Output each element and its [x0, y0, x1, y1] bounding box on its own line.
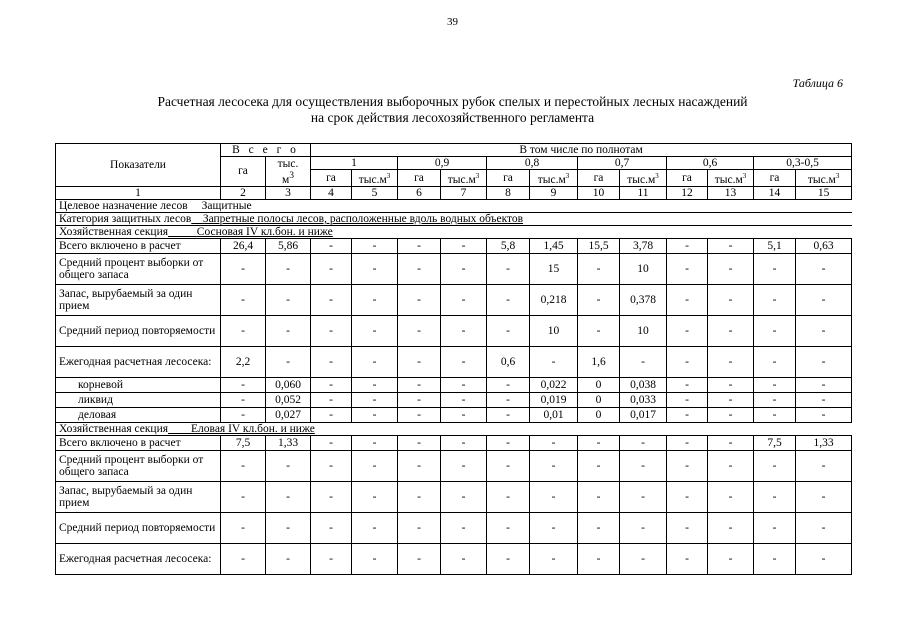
- table-cell: -: [578, 512, 620, 543]
- table-cell: -: [398, 238, 441, 253]
- table-cell: -: [708, 407, 754, 422]
- row-label: Всего включено в расчет: [56, 435, 221, 450]
- table-cell: -: [221, 315, 266, 346]
- table-cell: -: [620, 435, 667, 450]
- table-cell: -: [796, 377, 852, 392]
- purpose-value: Защитные: [201, 199, 252, 212]
- table-cell: -: [708, 435, 754, 450]
- table-cell: 0: [578, 392, 620, 407]
- table-row: [56, 253, 852, 284]
- table-cell: -: [708, 238, 754, 253]
- table-cell: -: [754, 450, 796, 481]
- purpose-label: Целевое назначение лесов: [59, 199, 188, 212]
- table-cell: 0,060: [266, 377, 311, 392]
- table-cell: 0,378: [620, 284, 667, 315]
- table-cell: -: [221, 512, 266, 543]
- table-row: [56, 512, 852, 543]
- table-cell: 5,86: [266, 238, 311, 253]
- table-cell: -: [667, 512, 708, 543]
- table-cell: 7,5: [754, 435, 796, 450]
- table-cell: -: [754, 284, 796, 315]
- unit-tysm3-header: $тыс.м^3$: [620, 170, 667, 187]
- table-cell: -: [578, 435, 620, 450]
- page-number: 39: [447, 16, 458, 28]
- table-cell: -: [266, 450, 311, 481]
- table-cell: -: [311, 512, 352, 543]
- table-cell: 0: [578, 377, 620, 392]
- table-cell: -: [352, 435, 398, 450]
- table-cell: -: [266, 481, 311, 512]
- table-cell: -: [311, 315, 352, 346]
- column-number: 9: [530, 186, 578, 199]
- table-cell: -: [708, 346, 754, 377]
- row-label: Ежегодная расчетная лесосека:: [56, 543, 221, 574]
- table-cell: -: [441, 284, 487, 315]
- table-cell: 1,33: [266, 435, 311, 450]
- row-label: деловая: [56, 407, 221, 422]
- unit-tysm3-header: $тыс.м^3$: [530, 170, 578, 187]
- table-cell: -: [578, 543, 620, 574]
- table-cell: -: [398, 346, 441, 377]
- table-cell: -: [796, 392, 852, 407]
- table-cell: 5,8: [487, 238, 530, 253]
- table-cell: -: [352, 481, 398, 512]
- total-tys-header: [266, 157, 311, 187]
- table-cell: 0,019: [530, 392, 578, 407]
- table-cell: -: [352, 346, 398, 377]
- column-number: 11: [620, 186, 667, 199]
- row-label: Запас, вырубаемый за один прием: [56, 481, 221, 512]
- table-cell: -: [311, 450, 352, 481]
- table-row: [56, 543, 852, 574]
- table-cell: -: [352, 512, 398, 543]
- table-cell: -: [708, 481, 754, 512]
- density-4-header: 0,7: [578, 157, 667, 170]
- table-cell: -: [221, 450, 266, 481]
- section-row: [56, 225, 852, 238]
- row-label: Средний процент выборки от общего запаса: [56, 253, 221, 284]
- table-cell: -: [667, 481, 708, 512]
- column-number-row: [56, 186, 852, 199]
- table-cell: -: [398, 284, 441, 315]
- table-cell: -: [708, 377, 754, 392]
- table-cell: -: [620, 481, 667, 512]
- density-1-header: 1: [311, 157, 398, 170]
- title-line-2: на срок действия лесохозяйственного регламента: [310, 110, 595, 125]
- table-cell: -: [754, 377, 796, 392]
- purpose-row: [56, 199, 852, 212]
- unit-ga-header: га: [311, 170, 352, 187]
- table-cell: -: [754, 315, 796, 346]
- table-cell: -: [754, 481, 796, 512]
- table-cell: -: [667, 238, 708, 253]
- table-cell: -: [266, 284, 311, 315]
- section-cell: [56, 422, 852, 435]
- table-cell: -: [487, 450, 530, 481]
- table-cell: 3,78: [620, 238, 667, 253]
- table-row: [56, 392, 852, 407]
- table-cell: -: [578, 481, 620, 512]
- table-cell: -: [796, 284, 852, 315]
- unit-tysm3-header: $тыс.м^3$: [796, 170, 852, 187]
- table-cell: 0,218: [530, 284, 578, 315]
- table-cell: -: [221, 543, 266, 574]
- incl-header: В том числе по полнотам: [311, 144, 852, 157]
- table-cell: -: [530, 543, 578, 574]
- table-cell: -: [398, 377, 441, 392]
- unit-ga-header: га: [754, 170, 796, 187]
- table-cell: -: [667, 253, 708, 284]
- column-number: 2: [221, 186, 266, 199]
- row-label: ликвид: [56, 392, 221, 407]
- table-cell: 0,052: [266, 392, 311, 407]
- table-cell: -: [221, 284, 266, 315]
- table-cell: 1,6: [578, 346, 620, 377]
- unit-tysm3-header: $тыс.м^3$: [441, 170, 487, 187]
- table-cell: -: [754, 512, 796, 543]
- column-number: 15: [796, 186, 852, 199]
- table-cell: 0,017: [620, 407, 667, 422]
- table-cell: -: [708, 450, 754, 481]
- table-cell: -: [667, 392, 708, 407]
- table-cell: -: [352, 377, 398, 392]
- category-row: [56, 212, 852, 225]
- table-cell: -: [487, 392, 530, 407]
- density-5-header: 0,6: [667, 157, 754, 170]
- table-cell: -: [620, 543, 667, 574]
- section-cell: [56, 225, 852, 238]
- table-cell: -: [221, 377, 266, 392]
- row-label: Запас, вырубаемый за один прием: [56, 284, 221, 315]
- column-number: 10: [578, 186, 620, 199]
- table-cell: -: [221, 253, 266, 284]
- table-cell: 2,2: [221, 346, 266, 377]
- table-cell: -: [487, 543, 530, 574]
- column-number: 5: [352, 186, 398, 199]
- total-ga-header: га: [221, 157, 266, 187]
- table-cell: -: [578, 284, 620, 315]
- table-cell: -: [441, 346, 487, 377]
- table-cell: -: [398, 392, 441, 407]
- table-cell: -: [620, 450, 667, 481]
- table-cell: -: [754, 346, 796, 377]
- table-cell: -: [796, 346, 852, 377]
- table-cell: 10: [530, 315, 578, 346]
- table-cell: -: [667, 377, 708, 392]
- column-number: 1: [56, 186, 221, 199]
- table-cell: 0,63: [796, 238, 852, 253]
- table-cell: 10: [620, 315, 667, 346]
- table-cell: -: [398, 450, 441, 481]
- table-cell: -: [530, 512, 578, 543]
- table-cell: -: [441, 392, 487, 407]
- harvest-table: [55, 143, 852, 575]
- table-cell: -: [441, 238, 487, 253]
- table-cell: -: [708, 392, 754, 407]
- table-cell: 0,6: [487, 346, 530, 377]
- table-cell: -: [578, 315, 620, 346]
- column-number: 14: [754, 186, 796, 199]
- table-cell: -: [754, 543, 796, 574]
- table-cell: -: [487, 407, 530, 422]
- table-cell: -: [311, 238, 352, 253]
- purpose-cell: [56, 199, 852, 212]
- table-cell: -: [398, 543, 441, 574]
- table-cell: -: [796, 407, 852, 422]
- unit-ga-header: га: [667, 170, 708, 187]
- table-cell: -: [221, 407, 266, 422]
- table-row: [56, 315, 852, 346]
- row-label: корневой: [56, 377, 221, 392]
- table-cell: -: [398, 435, 441, 450]
- row-label: Средний период повторяемости: [56, 512, 221, 543]
- table-cell: -: [441, 450, 487, 481]
- table-cell: 15: [530, 253, 578, 284]
- table-cell: -: [487, 284, 530, 315]
- section-label: Хозяйственная секция: [59, 225, 169, 238]
- table-cell: -: [398, 481, 441, 512]
- table-row: [56, 346, 852, 377]
- table-cell: 0,033: [620, 392, 667, 407]
- table-cell: -: [708, 543, 754, 574]
- table-cell: -: [441, 481, 487, 512]
- table-cell: -: [311, 284, 352, 315]
- section-label: Хозяйственная секция: [59, 422, 169, 435]
- table-row: [56, 435, 852, 450]
- table-cell: -: [487, 315, 530, 346]
- table-cell: -: [487, 481, 530, 512]
- table-cell: -: [754, 407, 796, 422]
- category-value: __Запретные полосы лесов, расположенные вдоль водных объектов: [191, 212, 524, 225]
- table-cell: -: [441, 253, 487, 284]
- table-cell: -: [667, 450, 708, 481]
- table-cell: -: [667, 435, 708, 450]
- unit-tysm3-header: $тыс.м^3$: [708, 170, 754, 187]
- table-cell: -: [398, 512, 441, 543]
- table-cell: -: [352, 543, 398, 574]
- unit-ga-header: га: [398, 170, 441, 187]
- table-cell: -: [667, 315, 708, 346]
- row-label: Ежегодная расчетная лесосека:: [56, 346, 221, 377]
- table-cell: -: [266, 512, 311, 543]
- column-number: 4: [311, 186, 352, 199]
- column-number: 6: [398, 186, 441, 199]
- table-cell: -: [796, 543, 852, 574]
- table-row: [56, 407, 852, 422]
- table-cell: -: [311, 392, 352, 407]
- section-row: [56, 422, 852, 435]
- table-cell: -: [487, 512, 530, 543]
- unit-tysm3-header: $тыс.м^3$: [352, 170, 398, 187]
- table-cell: -: [441, 543, 487, 574]
- m3-text: м: [281, 173, 290, 186]
- table-cell: -: [796, 450, 852, 481]
- indicators-header: Показатели: [56, 144, 221, 187]
- table-cell: -: [352, 392, 398, 407]
- table-cell: -: [398, 253, 441, 284]
- table-cell: -: [398, 407, 441, 422]
- tys-text: тыс.: [277, 157, 299, 170]
- column-number: 3: [266, 186, 311, 199]
- table-label: Таблица 6: [792, 76, 843, 90]
- table-cell: -: [708, 315, 754, 346]
- table-row: [56, 450, 852, 481]
- table-cell: -: [487, 435, 530, 450]
- table-cell: 0,01: [530, 407, 578, 422]
- table-cell: -: [352, 450, 398, 481]
- category-cell: [56, 212, 852, 225]
- table-cell: 0,038: [620, 377, 667, 392]
- table-cell: -: [441, 512, 487, 543]
- unit-ga-header: га: [578, 170, 620, 187]
- table-cell: -: [578, 450, 620, 481]
- table-cell: -: [441, 435, 487, 450]
- table-row: [56, 284, 852, 315]
- table-cell: -: [352, 407, 398, 422]
- table-cell: -: [441, 315, 487, 346]
- document-title: [0, 94, 905, 126]
- table-cell: -: [266, 346, 311, 377]
- table-cell: -: [796, 253, 852, 284]
- density-6-header: 0,3-0,5: [754, 157, 852, 170]
- table-cell: -: [311, 407, 352, 422]
- column-number: 13: [708, 186, 754, 199]
- table-cell: -: [667, 543, 708, 574]
- row-label: Всего включено в расчет: [56, 238, 221, 253]
- table-row: [56, 481, 852, 512]
- m3-sup: 3: [289, 169, 295, 181]
- table-cell: -: [311, 543, 352, 574]
- table-cell: -: [487, 377, 530, 392]
- table-cell: -: [708, 253, 754, 284]
- category-label: Категория защитных лесов: [59, 212, 192, 225]
- section-value: _____Сосновая IV кл.бон. и ниже: [168, 225, 333, 238]
- column-number: 7: [441, 186, 487, 199]
- table-cell: -: [311, 435, 352, 450]
- column-number: 12: [667, 186, 708, 199]
- density-3-header: 0,8: [487, 157, 578, 170]
- table-cell: -: [530, 346, 578, 377]
- table-cell: -: [441, 377, 487, 392]
- table-cell: 26,4: [221, 238, 266, 253]
- table-cell: -: [754, 392, 796, 407]
- table-cell: 15,5: [578, 238, 620, 253]
- table-cell: -: [620, 346, 667, 377]
- table-cell: -: [311, 253, 352, 284]
- table-cell: -: [796, 481, 852, 512]
- table-cell: -: [708, 284, 754, 315]
- table-cell: -: [754, 253, 796, 284]
- table-row: [56, 377, 852, 392]
- table-row: [56, 238, 852, 253]
- table-cell: -: [398, 315, 441, 346]
- header-row-1: [56, 144, 852, 157]
- column-number: 8: [487, 186, 530, 199]
- table-cell: -: [352, 253, 398, 284]
- table-cell: 10: [620, 253, 667, 284]
- table-cell: 7,5: [221, 435, 266, 450]
- table-cell: -: [311, 346, 352, 377]
- row-label: Средний период повторяемости: [56, 315, 221, 346]
- table-cell: 5,1: [754, 238, 796, 253]
- table-cell: -: [487, 253, 530, 284]
- table-cell: 1,45: [530, 238, 578, 253]
- table-cell: -: [352, 238, 398, 253]
- unit-ga-header: га: [487, 170, 530, 187]
- table-cell: -: [578, 253, 620, 284]
- density-2-header: 0,9: [398, 157, 487, 170]
- table-cell: -: [221, 481, 266, 512]
- table-cell: -: [796, 512, 852, 543]
- table-cell: -: [620, 512, 667, 543]
- table-cell: -: [266, 543, 311, 574]
- table-cell: -: [352, 284, 398, 315]
- table-cell: 0,022: [530, 377, 578, 392]
- table-cell: -: [708, 512, 754, 543]
- table-cell: -: [530, 435, 578, 450]
- table-cell: 1,33: [796, 435, 852, 450]
- table-cell: -: [266, 315, 311, 346]
- total-header: В с е г о: [221, 144, 311, 157]
- table-cell: -: [530, 481, 578, 512]
- table-cell: -: [311, 481, 352, 512]
- table-cell: -: [530, 450, 578, 481]
- table-cell: -: [221, 392, 266, 407]
- table-cell: -: [667, 407, 708, 422]
- table-cell: -: [667, 346, 708, 377]
- table-cell: 0,027: [266, 407, 311, 422]
- table-cell: -: [266, 253, 311, 284]
- title-line-1: Расчетная лесосека для осуществления выборочных рубок спелых и перестойных лесных насаждений: [157, 94, 748, 109]
- table-cell: -: [352, 315, 398, 346]
- table-cell: 0: [578, 407, 620, 422]
- row-label: Средний процент выборки от общего запаса: [56, 450, 221, 481]
- section-value: ____Еловая IV кл.бон. и ниже: [168, 422, 315, 435]
- table-cell: -: [311, 377, 352, 392]
- table-cell: -: [441, 407, 487, 422]
- table-cell: -: [667, 284, 708, 315]
- table-cell: -: [796, 315, 852, 346]
